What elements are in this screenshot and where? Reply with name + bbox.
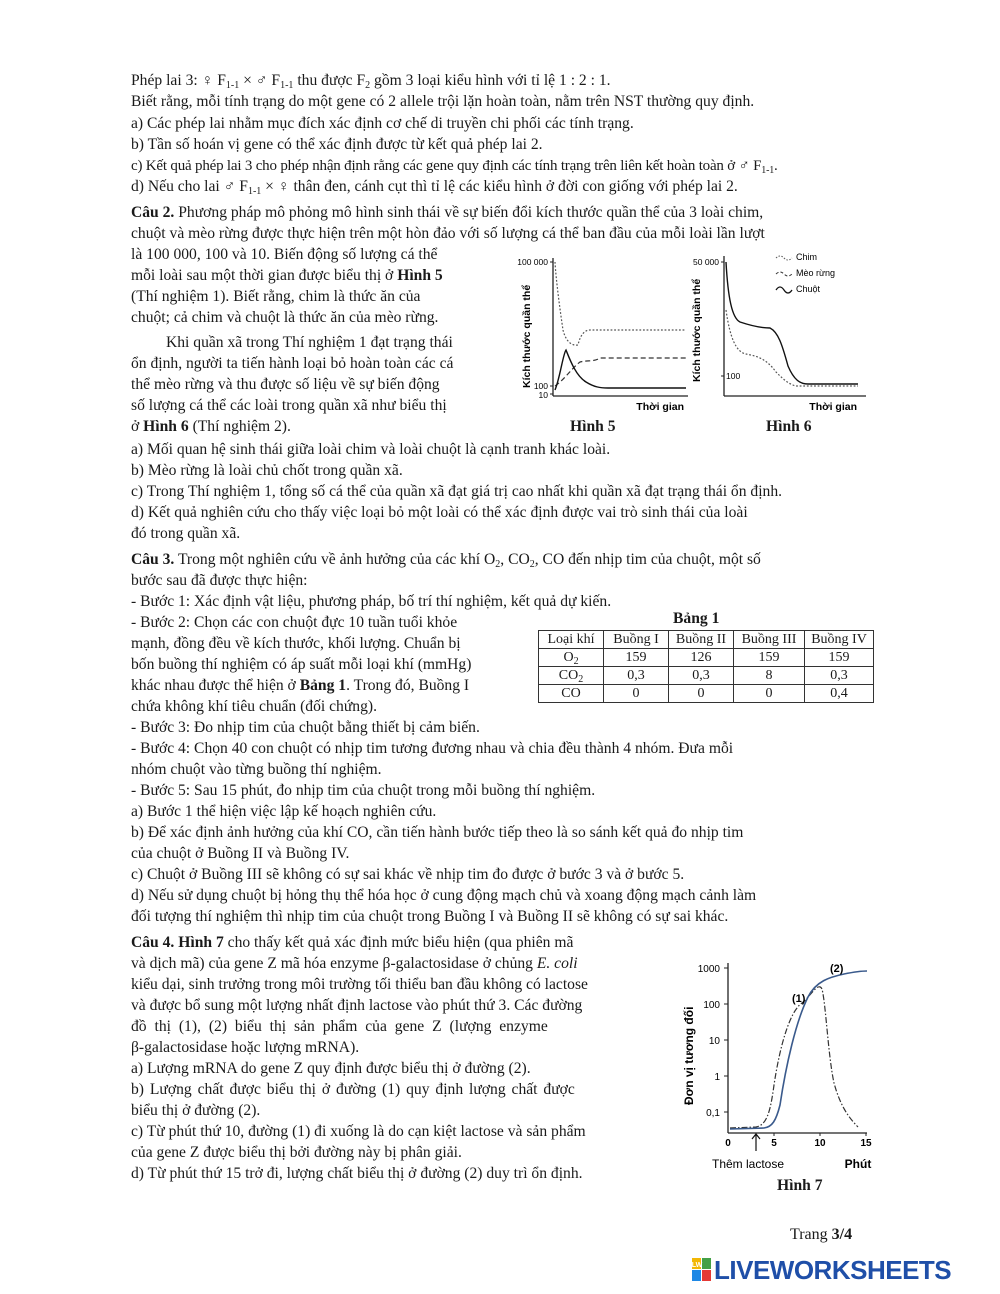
table-cell: 0,3 — [604, 667, 669, 685]
table-row — [539, 667, 874, 685]
fig5-tick-100: 100 — [533, 381, 548, 391]
fig5-line-chim — [555, 262, 686, 345]
cau2-statement-a: a) Mối quan hệ sinh thái giữa loài chim và loài chuột là cạnh tranh khác loài. — [131, 441, 611, 458]
fig5-tick-100000: 100 000 — [517, 257, 548, 267]
cau4-line-5: đồ thị (1), (2) biểu thị sản phẩm của gene Z (lượng enzyme — [131, 1018, 548, 1035]
part1-statement-c: c) Kết quả phép lai 3 cho phép nhận định rằng các gene quy định các tính trạng trên liên kết hoàn toàn ở ♂ $F_{1-1}$. — [131, 158, 778, 176]
bang1-header-buong-1: Buồng I — [604, 631, 669, 649]
fig7-label-2: (2) — [830, 963, 844, 975]
cau2-para2-line-1: Khi quần xã trong Thí nghiệm 1 đạt trạng thái — [166, 334, 453, 351]
fig5-tick-10: 10 — [538, 390, 548, 400]
phep-lai-3: Phép lai 3: ♀ $F_{1-1}$ × ♂ $F_{1-1}$ thu được $F_2$ gồm 3 loại kiểu hình với tỉ lệ 1 : 2 : 1. — [131, 72, 611, 91]
page-number: Trang 3/4 — [790, 1226, 853, 1243]
fig7-xtick-5: 5 — [771, 1138, 777, 1149]
fig7-xtick-10: 10 — [814, 1138, 826, 1149]
bang1-header-buong-3: Buồng III — [734, 631, 805, 649]
bang1-header-buong-4: Buồng IV — [805, 631, 874, 649]
bang1-table — [538, 630, 874, 703]
table-cell: 0 — [669, 685, 734, 703]
table-cell: 159 — [734, 649, 805, 667]
cau4-statement-b-2: biểu thị ở đường (2). — [131, 1102, 261, 1119]
cau4-statement-c-2: của gene Z được biểu thị bởi đường này bị phân giải. — [131, 1144, 462, 1161]
table-cell: 126 — [669, 649, 734, 667]
cau2-line-3: là 100 000, 100 và 10. Biến động số lượng cá thể — [131, 246, 438, 263]
fig5-line-meo-rung — [555, 358, 686, 386]
fig6-legend-chim: Chim — [796, 252, 818, 262]
fig7-ytick-0-1: 0,1 — [706, 1108, 720, 1119]
bang1-header-buong-2: Buồng II — [669, 631, 734, 649]
fig7-xtick-15: 15 — [860, 1138, 872, 1149]
fig7-ytick-10: 10 — [708, 1036, 720, 1047]
cau4-statement-b-1: b) Lượng chất được biểu thị ở đường (1) quy định lượng chất được — [131, 1081, 575, 1098]
cau3-line-1: Câu 3. Trong một nghiên cứu về ảnh hưởng của các khí $O_2$, $CO_2$, CO đến nhịp tim của chuột, một số — [131, 551, 761, 570]
table-cell: 0,3 — [805, 667, 874, 685]
cau3-buoc-3: - Bước 3: Đo nhịp tim của chuột bằng thiết bị cảm biến. — [131, 719, 480, 736]
table-cell: 159 — [805, 649, 874, 667]
bang1-header-loai-khi: Loại khí — [539, 631, 604, 649]
cau3-statement-a: a) Bước 1 thể hiện việc lập kế hoạch nghiên cứu. — [131, 803, 437, 820]
cau2-line-6: chuột; cả chim và chuột là thức ăn của mèo rừng. — [131, 309, 439, 326]
bang1-header-row — [539, 631, 874, 649]
fig7-caption: Hình 7 — [777, 1177, 823, 1194]
cau4-statement-d: d) Từ phút thứ 15 trở đi, lượng chất biểu thị ở đường (2) duy trì ổn định. — [131, 1165, 583, 1182]
fig6-tick-50000: 50 000 — [693, 257, 719, 267]
table-row — [539, 685, 874, 703]
cau3-buoc-2-line-5: chứa không khí tiêu chuẩn (đối chứng). — [131, 698, 377, 715]
cau2-para2-line-4: số lượng cá thể các loài trong quần xã như biểu thị — [131, 397, 447, 414]
cau3-buoc-2-line-1: - Bước 2: Chọn các con chuột đực 10 tuần tuổi khỏe — [131, 614, 458, 631]
part1-statement-d: d) Nếu cho lai ♂ $F_{1-1}$ × ♀ thân đen, cánh cụt thì tỉ lệ các kiểu hình ở đời con giống với phép lai 2. — [131, 178, 738, 197]
fig6-caption: Hình 6 — [766, 418, 812, 435]
cau2-line-5: (Thí nghiệm 1). Biết rằng, chim là thức ăn của — [131, 288, 421, 305]
bang1-gas-o2: $O_2$ — [539, 649, 604, 667]
cau2-statement-d-1: d) Kết quả nghiên cứu cho thấy việc loại bỏ một loài có thể xác định được vai trò sinh thái của loài — [131, 504, 748, 521]
part1-statement-b: b) Tần số hoán vị gene có thể xác định được từ kết quả phép lai 2. — [131, 136, 543, 153]
fig6-legend-chuot: Chuột — [796, 284, 821, 294]
table-cell: 0 — [604, 685, 669, 703]
bang1-title: Bảng 1 — [673, 610, 720, 627]
fig5-line-chuot — [555, 350, 686, 390]
cau3-statement-c: c) Chuột ở Buồng III sẽ không có sự sai khác về nhịp tim đo được ở bước 3 và ở bước 5. — [131, 866, 685, 883]
cau2-para2-line-3: thể mèo rừng và thu được số liệu về sự biến động — [131, 376, 440, 393]
part1-note: Biết rằng, mỗi tính trạng do một gene có 2 allele trội lặn hoàn toàn, nằm trên NST thường quy định. — [131, 93, 755, 110]
bang1-gas-co: CO — [539, 685, 604, 703]
liveworksheets-logo-text: LIVEWORKSHEETS — [714, 1255, 952, 1285]
fig6-legend-meo-rung: Mèo rừng — [796, 268, 836, 278]
cau4-line-2: và dịch mã) của gene Z mã hóa enzyme β-galactosidase ở chủng E. coli — [131, 955, 578, 972]
cau2-statement-b: b) Mèo rừng là loài chủ chốt trong quần xã. — [131, 462, 403, 479]
cau3-buoc-2-line-4: khác nhau được thể hiện ở Bảng 1. Trong đó, Buồng I — [131, 677, 470, 694]
fig7-ytick-1: 1 — [714, 1072, 720, 1083]
fig5-xlabel: Thời gian — [636, 401, 684, 413]
cau3-statement-d-1: d) Nếu sử dụng chuột bị hỏng thụ thể hóa học ở cung động mạch chủ và xoang động mạch cảnh làm — [131, 887, 757, 904]
fig7-line-1 — [730, 987, 858, 1128]
table-cell: 159 — [604, 649, 669, 667]
fig7-xlabel: Phút — [844, 1157, 872, 1171]
cau4-statement-c-1: c) Từ phút thứ 10, đường (1) đi xuống là do cạn kiệt lactose và sản phẩm — [131, 1123, 586, 1140]
cau2-line-1: Câu 2. Phương pháp mô phỏng mô hình sinh thái về sự biến đổi kích thước quần thể của 3 loài chim, — [131, 204, 764, 221]
cau2-statement-c: c) Trong Thí nghiệm 1, tổng số cá thể của quần xã đạt giá trị cao nhất khi quần xã đạt trạng thái ổn định. — [131, 483, 783, 500]
fig6-xlabel: Thời gian — [809, 401, 857, 413]
table-row — [539, 649, 874, 667]
liveworksheets-logo — [692, 1254, 992, 1286]
cau2-line-4: mỗi loài sau một thời gian được biểu thị ở Hình 5 — [131, 267, 443, 284]
fig7-label-1: (1) — [792, 993, 806, 1005]
fig7-annotation: Thêm lactose — [712, 1157, 785, 1171]
cau4-line-6: β-galactosidase hoặc lượng mRNA). — [131, 1039, 360, 1056]
fig5-ylabel: Kích thước quần thể — [521, 284, 533, 388]
figure-5-chart — [508, 250, 690, 420]
cau3-buoc-5: - Bước 5: Sau 15 phút, đo nhịp tim của chuột trong mỗi buồng thí nghiệm. — [131, 782, 596, 799]
cau3-statement-b-2: của chuột ở Buồng II và Buồng IV. — [131, 845, 350, 862]
table-cell: 0 — [734, 685, 805, 703]
cau4-line-4: và được bổ sung một lượng nhất định lactose vào phút thứ 3. Các đường — [131, 997, 583, 1014]
liveworksheets-logo-icon — [692, 1258, 712, 1284]
cau3-buoc-4-line-1: - Bước 4: Chọn 40 con chuột có nhịp tim tương đương nhau và chia đều thành 4 nhóm. Đưa mỗi — [131, 740, 734, 757]
cau3-buoc-1: - Bước 1: Xác định vật liệu, phương pháp, bố trí thí nghiệm, kết quả dự kiến. — [131, 593, 612, 610]
table-cell: 0,3 — [669, 667, 734, 685]
cau2-para2-line-5: ở Hình 6 (Thí nghiệm 2). — [131, 418, 291, 435]
figure-7-chart — [672, 955, 877, 1175]
fig7-xtick-0: 0 — [725, 1138, 731, 1149]
table-cell: 8 — [734, 667, 805, 685]
cau3-line-2: bước sau đã được thực hiện: — [131, 572, 308, 589]
part1-statement-a: a) Các phép lai nhằm mục đích xác định cơ chế di truyền chi phối các tính trạng. — [131, 115, 634, 132]
fig7-lactose-arrow — [752, 1134, 760, 1151]
fig6-tick-100: 100 — [726, 371, 741, 381]
cau3-buoc-4-line-2: nhóm chuột vào từng buồng thí nghiệm. — [131, 761, 382, 778]
bang1-gas-co2: $CO_2$ — [539, 667, 604, 685]
cau2-para2-line-2: ổn định, người ta tiến hành loại bỏ hoàn toàn các cá — [131, 355, 454, 372]
logo-mark: LW — [692, 1262, 703, 1269]
fig7-ylabel: Đơn vị tương đối — [682, 1006, 696, 1105]
cau3-buoc-2-line-3: bốn buồng thí nghiệm có áp suất mỗi loại khí (mmHg) — [131, 656, 472, 673]
cau2-line-2: chuột và mèo rừng được thực hiện trên một hòn đảo với số lượng cá thể ban đầu của mỗi loài lần lượt — [131, 225, 765, 242]
figure-6-chart — [690, 248, 870, 420]
fig7-ytick-1000: 1000 — [697, 964, 720, 975]
cau4-line-1: Câu 4. Hình 7 cho thấy kết quả xác định mức biểu hiện (qua phiên mã — [131, 934, 574, 951]
fig7-ytick-100: 100 — [703, 1000, 720, 1011]
cau3-statement-b-1: b) Để xác định ảnh hưởng của khí CO, cần tiến hành bước tiếp theo là so sánh kết quả đo nhịp tim — [131, 824, 744, 841]
cau3-statement-d-2: đối tượng thí nghiệm thì nhịp tim của chuột trong Buồng I và Buồng II sẽ không có sự sai khác. — [131, 908, 729, 925]
fig5-caption: Hình 5 — [570, 418, 616, 435]
cau4-statement-a: a) Lượng mRNA do gene Z quy định được biểu thị ở đường (2). — [131, 1060, 531, 1077]
cau2-statement-d-2: đó trong quần xã. — [131, 525, 241, 542]
cau4-line-3: kiểu dại, sinh trưởng trong môi trường tối thiểu ban đầu không có lactose — [131, 976, 588, 993]
table-cell: 0,4 — [805, 685, 874, 703]
cau3-buoc-2-line-2: mạnh, đồng đều về kích thước, khối lượng. Chuẩn bị — [131, 635, 461, 652]
fig6-ylabel: Kích thước quần thể — [691, 278, 703, 382]
